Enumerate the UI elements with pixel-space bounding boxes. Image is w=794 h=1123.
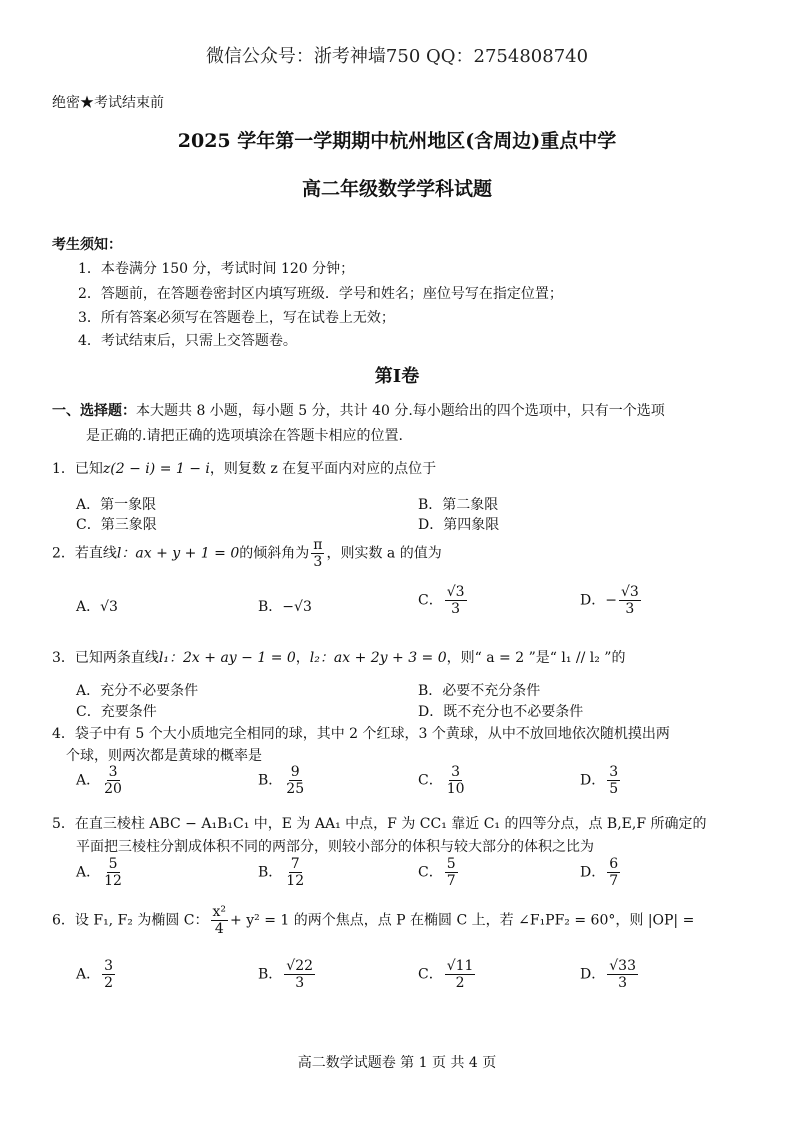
q2-tail-text: ，则实数 a 的值为 bbox=[326, 545, 442, 562]
q4-option-a bbox=[76, 764, 126, 797]
q4-a-denominator: 20 bbox=[104, 781, 122, 798]
part-heading: 第Ⅰ卷 bbox=[374, 366, 420, 387]
q6-a-label: A． bbox=[76, 966, 101, 983]
exam-title: 2025 学年第一学期期中杭州地区(含周边)重点中学 bbox=[177, 130, 617, 152]
q4-c-denominator: 10 bbox=[446, 781, 465, 798]
q3-option-c: C．充要条件 bbox=[76, 704, 157, 720]
q6-b-fraction bbox=[284, 958, 315, 991]
q6-a-fraction bbox=[102, 958, 115, 991]
q2-c-label: C． bbox=[418, 592, 443, 609]
notice-item-3: 3．所有答案必须写在答题卷上，写在试卷上无效； bbox=[78, 310, 395, 326]
q1-option-b: B．第二象限 bbox=[418, 497, 499, 513]
q2-c-numerator: √3 bbox=[446, 584, 465, 600]
q6-a-denominator: 2 bbox=[104, 975, 114, 992]
q5-b-denominator: 12 bbox=[286, 873, 305, 890]
q5-d-numerator: 6 bbox=[609, 856, 619, 872]
q2-option-b bbox=[258, 596, 312, 616]
q4-c-numerator: 3 bbox=[451, 764, 461, 780]
q3-line1-equation: l₁：2x + ay − 1 = 0 bbox=[158, 650, 296, 666]
q5-option-a bbox=[76, 856, 126, 889]
q5-option-d bbox=[580, 856, 622, 889]
q4-d-numerator: 3 bbox=[609, 764, 619, 780]
q2-angle-numerator: π bbox=[313, 537, 323, 553]
q3-tail-text: ，则“ a = 2 ”是“ l₁ // l₂ ”的 bbox=[446, 650, 626, 666]
q4-b-fraction bbox=[284, 764, 306, 797]
q6-c-denominator: 2 bbox=[455, 975, 465, 992]
section-label: 一、选择题： bbox=[52, 403, 136, 419]
q2-c-denominator: 3 bbox=[451, 601, 461, 618]
q4-option-c bbox=[418, 764, 469, 797]
q2-a-label: A． bbox=[76, 599, 101, 615]
watermark-header: 微信公众号：浙考神墙750 QQ：2754808740 bbox=[205, 46, 589, 67]
q3-option-d: D．既不充分也不必要条件 bbox=[418, 704, 584, 720]
q6-option-d bbox=[580, 958, 640, 991]
q2-option-a bbox=[76, 596, 118, 616]
q5-d-label: D． bbox=[580, 864, 606, 881]
q1-expression: z(2 − i) = 1 − i bbox=[102, 461, 210, 477]
q6-c-label: C． bbox=[418, 966, 443, 983]
q5-b-numerator: 7 bbox=[290, 856, 300, 872]
q5-b-label: B． bbox=[258, 864, 283, 881]
q1-text: ，则复数 z 在复平面内对应的点位于 bbox=[209, 461, 437, 477]
question-3 bbox=[52, 647, 625, 667]
q6-b-label: B． bbox=[258, 966, 283, 983]
q6-option-b bbox=[258, 958, 317, 991]
q6-x-denominator: 4 bbox=[214, 921, 224, 938]
q6-option-c bbox=[418, 958, 477, 991]
q5-b-fraction bbox=[284, 856, 306, 889]
q2-prefix: 2．若直线 bbox=[52, 545, 117, 562]
section-line1: 本大题共 8 小题，每小题 5 分，共计 40 分.每小题给出的四个选项中，只有一个选项 bbox=[136, 403, 665, 419]
q4-b-denominator: 25 bbox=[286, 781, 305, 798]
q6-b-denominator: 3 bbox=[295, 975, 305, 992]
q1-option-a: A．第一象限 bbox=[76, 497, 157, 513]
section-instructions bbox=[52, 400, 665, 420]
q2-d-fraction bbox=[619, 584, 641, 617]
q2-line-equation: l：ax + y + 1 = 0 bbox=[116, 545, 240, 562]
q2-b-label: B． bbox=[258, 599, 283, 615]
q4-line2: 个球，则两次都是黄球的概率是 bbox=[66, 748, 262, 764]
q2-c-fraction bbox=[445, 584, 467, 617]
q2-d-denominator: 3 bbox=[625, 601, 635, 618]
exam-subtitle: 高二年级数学学科试题 bbox=[301, 178, 492, 200]
q5-a-fraction bbox=[102, 856, 124, 889]
q5-option-b bbox=[258, 856, 308, 889]
notice-item-2: 2．答题前，在答题卷密封区内填写班级．学号和姓名；座位号写在指定位置； bbox=[78, 286, 563, 302]
question-6 bbox=[52, 904, 694, 937]
q4-a-numerator: 3 bbox=[108, 764, 118, 780]
confidential-label: 绝密★考试结束前 bbox=[52, 95, 164, 111]
q2-b-sign: − bbox=[282, 599, 295, 615]
q2-b-value: √3 bbox=[294, 599, 312, 615]
q3-option-a: A．充分不必要条件 bbox=[76, 683, 199, 699]
q5-c-fraction bbox=[445, 856, 458, 889]
q6-ellipse-fraction bbox=[211, 904, 229, 937]
q2-d-numerator: √3 bbox=[620, 584, 639, 600]
q4-d-denominator: 5 bbox=[609, 781, 619, 798]
q4-b-label: B． bbox=[258, 772, 283, 789]
q6-x-numerator: x² bbox=[212, 904, 227, 920]
q5-d-fraction bbox=[607, 856, 620, 889]
q6-prefix: 6．设 F₁, F₂ 为椭圆 C： bbox=[52, 912, 209, 929]
q4-d-label: D． bbox=[580, 772, 606, 789]
q4-c-label: C． bbox=[418, 772, 443, 789]
q4-option-b bbox=[258, 764, 308, 797]
q5-line2: 平面把三棱柱分割成体积不同的两部分，则较小部分的体积与较大部分的体积之比为 bbox=[76, 839, 594, 855]
q1-number: 1．已知 bbox=[52, 461, 103, 477]
q5-a-numerator: 5 bbox=[108, 856, 118, 872]
q5-d-denominator: 7 bbox=[609, 873, 619, 890]
q6-d-label: D． bbox=[580, 966, 606, 983]
q6-tail-text: + y² = 1 的两个焦点，点 P 在椭圆 C 上，若 ∠F₁PF₂ = 60°，则 |OP| = bbox=[230, 912, 695, 929]
q4-a-label: A． bbox=[76, 772, 101, 789]
q1-option-d: D．第四象限 bbox=[418, 517, 500, 533]
q4-a-fraction bbox=[102, 764, 124, 797]
question-2 bbox=[52, 537, 442, 570]
q6-a-numerator: 3 bbox=[104, 958, 114, 974]
q3-separator: ， bbox=[295, 650, 310, 666]
q6-c-fraction bbox=[445, 958, 476, 991]
q4-c-fraction bbox=[445, 764, 467, 797]
q2-option-d bbox=[580, 584, 643, 617]
page-footer: 高二数学试题卷 第 1 页 共 4 页 bbox=[297, 1055, 497, 1071]
q4-option-d bbox=[580, 764, 622, 797]
q2-d-sign: − bbox=[605, 592, 617, 609]
notice-item-4: 4．考试结束后，只需上交答题卷。 bbox=[78, 333, 297, 349]
q6-d-fraction bbox=[607, 958, 638, 991]
q4-b-numerator: 9 bbox=[290, 764, 300, 780]
q2-angle-fraction bbox=[311, 537, 324, 570]
q3-prefix: 3．已知两条直线 bbox=[52, 650, 159, 666]
q5-c-label: C． bbox=[418, 864, 443, 881]
q6-d-numerator: √33 bbox=[609, 958, 636, 974]
q2-angle-denominator: 3 bbox=[313, 554, 323, 571]
q5-c-denominator: 7 bbox=[446, 873, 456, 890]
q2-option-c bbox=[418, 584, 469, 617]
q3-option-b: B．必要不充分条件 bbox=[418, 683, 541, 699]
q2-mid-text: 的倾斜角为 bbox=[239, 545, 310, 562]
q5-c-numerator: 5 bbox=[446, 856, 456, 872]
q5-line1: 5．在直三棱柱 ABC − A₁B₁C₁ 中，E 为 AA₁ 中点，F 为 CC₁ 靠近 C₁ 的四等分点，点 B,E,F 所确定的 bbox=[52, 816, 707, 832]
q4-line1: 4．袋子中有 5 个大小质地完全相同的球，其中 2 个红球，3 个黄球，从中不放回地依次随机摸出两 bbox=[52, 726, 670, 742]
q5-option-c bbox=[418, 856, 460, 889]
notice-heading: 考生须知： bbox=[52, 237, 122, 253]
q6-option-a bbox=[76, 958, 117, 991]
section-line2: 是正确的.请把正确的选项填涂在答题卡相应的位置. bbox=[86, 428, 403, 444]
q4-d-fraction bbox=[607, 764, 620, 797]
question-1 bbox=[52, 458, 436, 478]
q6-c-numerator: √11 bbox=[446, 958, 474, 974]
q2-a-value: √3 bbox=[100, 599, 118, 615]
q2-d-label: D． bbox=[580, 592, 606, 609]
notice-item-1: 1．本卷满分 150 分，考试时间 120 分钟； bbox=[78, 261, 355, 277]
q3-line2-equation: l₂：ax + 2y + 3 = 0 bbox=[309, 650, 447, 666]
q6-b-numerator: √22 bbox=[286, 958, 314, 974]
q5-a-label: A． bbox=[76, 864, 101, 881]
q1-option-c: C．第三象限 bbox=[76, 517, 157, 533]
q6-d-denominator: 3 bbox=[618, 975, 628, 992]
q5-a-denominator: 12 bbox=[104, 873, 122, 890]
